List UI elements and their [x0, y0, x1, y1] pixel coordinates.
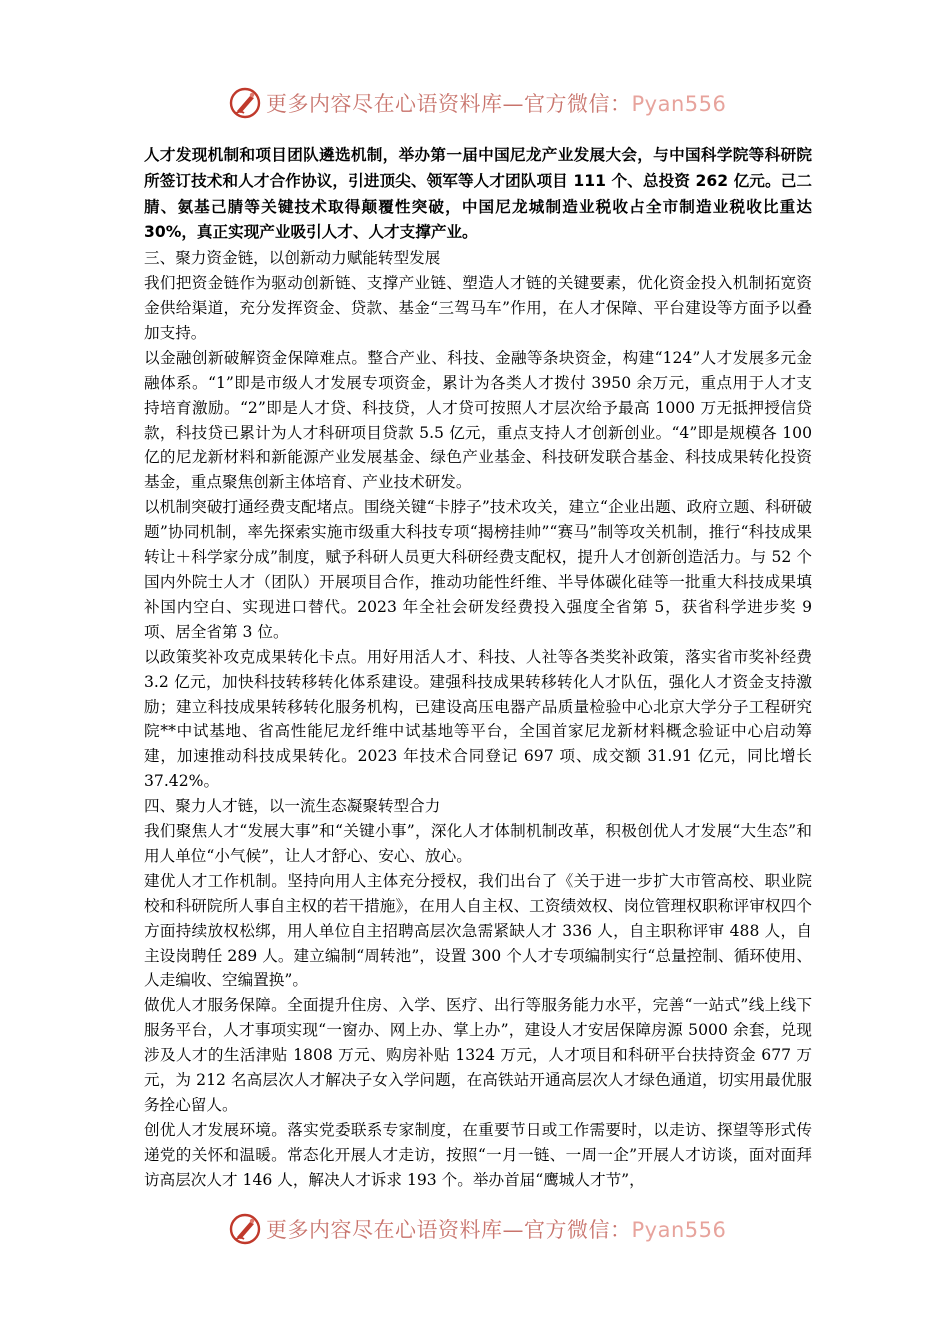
writing-hand-logo-icon: [228, 1212, 262, 1246]
document-body: [144, 143, 812, 1193]
watermark-id: Pyan556: [631, 92, 727, 116]
section-heading: 四、聚力人才链，以一流生态凝聚转型合力: [144, 797, 441, 816]
paragraph: 创优人才发展环境。落实党委联系专家制度，在重要节日或工作需要时，以走访、探望等形式传递党的关怀和温暖。常态化开展人才走访，按照“一月一链、一周一企”开展人才访谈，面对面拜访高层次人才 146 人，解决人才诉求 193 个。举办首届“鹰城人才节”，: [144, 1120, 812, 1189]
paragraph: 建优人才工作机制。坚持向用人主体充分授权，我们出台了《关于进一步扩大市管高校、职业院校和科研院所人事自主权的若干措施》，在用人自主权、工资绩效权、岗位管理权职称评审权四个方面持续放权松绑，用人单位自主招聘高层次急需紧缺人才 336 人，自主职称评审 488 人，自主设岗聘任 289 人。建立编制“周转池”，设置 300 个人才专项编制实行“总量控制、循环使用、人走编收、空编置换”。: [144, 871, 812, 990]
watermark-text: 更多内容尽在心语资料库—官方微信：Pyan556: [266, 1218, 727, 1242]
writing-hand-logo-icon: [228, 86, 262, 120]
paragraph: 以机制突破打通经费支配堵点。围绕关键“卡脖子”技术攻关，建立“企业出题、政府立题、科研破题”协同机制，率先探索实施市级重大科技专项“揭榜挂帅”“赛马”制等攻关机制，推行“科技成果转让＋科学家分成”制度，赋予科研人员更大科研经费支配权，提升人才创新创造活力。与 52 个国内外院士人才（团队）开展项目合作，推动功能性纤维、半导体碳化硅等一批重大科技成果填补国内空白、实现进口替代。2023 年全社会研发经费投入强度全省第 5，获省科学进步奖 9 项、居全省第 3 位。: [144, 498, 812, 641]
watermark-id: Pyan556: [631, 1218, 727, 1242]
paragraph: 做优人才服务保障。全面提升住房、入学、医疗、出行等服务能力水平，完善“一站式”线上线下服务平台，人才事项实现“一窗办、网上办、掌上办”，建设人才安居保障房源 5000 余套，兑现涉及人才的生活津贴 1808 万元、购房补贴 1324 万元，人才项目和科研平台扶持资金 677 万元，为 212 名高层次人才解决子女入学问题，在高铁站开通高层次人才绿色通道，切实用最优服务拴心留人。: [144, 996, 812, 1114]
paragraph: 以金融创新破解资金保障难点。整合产业、科技、金融等条块资金，构建“124”人才发展多元金融体系。“1”即是市级人才发展专项资金，累计为各类人才拨付 3950 余万元，重点用于人才支持培育激励。“2”即是人才贷、科技贷，人才贷可按照人才层次给予最高 1000 万无抵押授信贷款，科技贷已累计为人才科研项目贷款 5.5 亿元，重点支持人才创新创业。“4”即是规模各 100 亿的尼龙新材料和新能源产业发展基金、绿色产业基金、科技研发联合基金、科技成果转化投资基金，重点聚焦创新主体培育、产业技术研发。: [144, 348, 812, 492]
watermark-text: 更多内容尽在心语资料库—官方微信：Pyan556: [266, 92, 727, 116]
footer-watermark: [228, 1212, 726, 1246]
paragraph: 人才发现机制和项目团队遴选机制，举办第一届中国尼龙产业发展大会，与中国科学院等科研院所签订技术和人才合作协议，引进顶尖、领军等人才团队项目 111 个、总投资 262 亿元。己二腈、氨基己腈等关键技术取得颠覆性突破，中国尼龙城制造业税收占全市制造业税收比重达 30%，真正实现产业吸引人才、人才支撑产业。: [144, 146, 812, 242]
paragraph: 我们把资金链作为驱动创新链、支撑产业链、塑造人才链的关键要素，优化资金投入机制拓宽资金供给渠道，充分发挥资金、贷款、基金“三驾马车”作用，在人才保障、平台建设等方面予以叠加支持。: [144, 274, 812, 342]
paragraph: 我们聚焦人才“发展大事”和“关键小事”，深化人才体制机制改革，积极创优人才发展“大生态”和用人单位“小气候”，让人才舒心、安心、放心。: [144, 822, 812, 865]
header-watermark: [228, 86, 726, 120]
paragraph: 以政策奖补攻克成果转化卡点。用好用活人才、科技、人社等各类奖补政策，落实省市奖补经费 3.2 亿元，加快科技转移转化体系建设。建强科技成果转移转化人才队伍，强化人才资金支持激励；建立科技成果转移转化服务机构，已建设高压电器产品质量检验中心北京大学分子工程研究院**中试基地、省高性能尼龙纤维中试基地等平台，全国首家尼龙新材料概念验证中心启动筹建，加速推动科技成果转化。2023 年技术合同登记 697 项、成交额 31.91 亿元，同比增长 37.42%。: [144, 647, 812, 791]
section-heading: 三、聚力资金链，以创新动力赋能转型发展: [144, 249, 441, 268]
